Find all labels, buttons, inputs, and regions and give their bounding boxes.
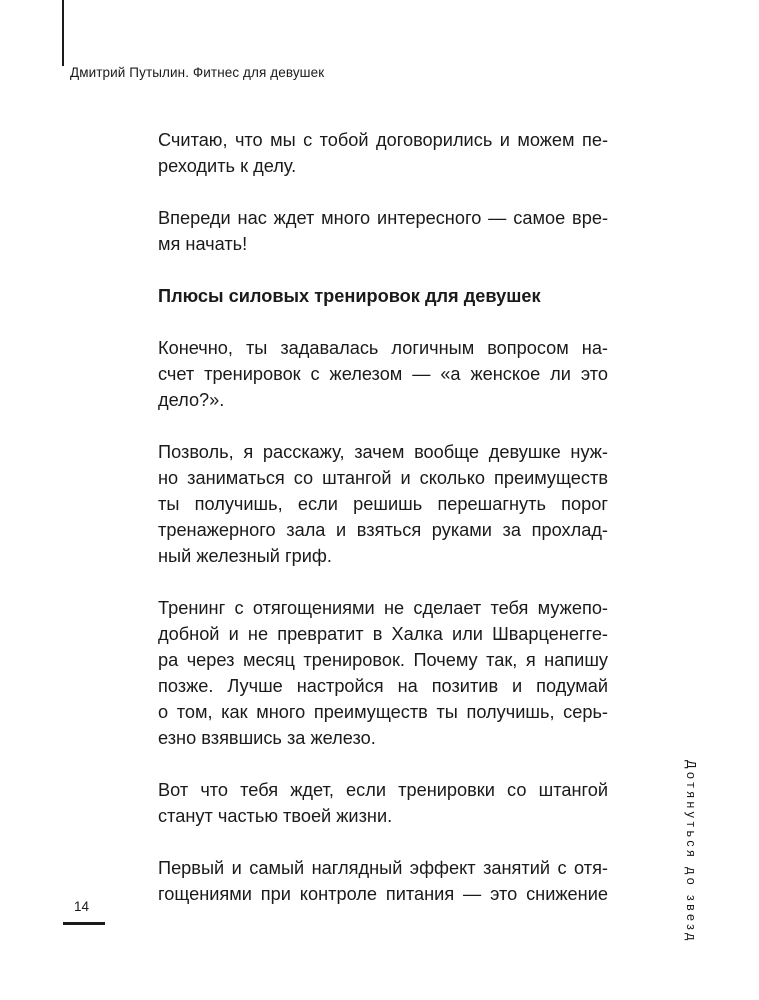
text-line: ты получишь, если решишь перешагнуть порог (158, 494, 608, 514)
paragraph-7 (158, 855, 608, 907)
text-line: Вот что тебя ждет, если тренировки со штангой (158, 780, 608, 800)
text-line: Конечно, ты задавалась логичным вопросом на- (158, 338, 608, 358)
top-vertical-rule (62, 0, 64, 66)
text-line: ра через месяц тренировок. Почему так, я напишу (158, 650, 608, 670)
text-line: счет тренировок с железом — «а женское ли это (158, 364, 608, 384)
text-line: дело?». (158, 390, 225, 410)
vertical-section-title: Дотянуться до звезд (684, 760, 698, 944)
text-line: станут частью твоей жизни. (158, 806, 393, 826)
paragraph-4 (158, 439, 608, 569)
text-line: тренажерного зала и взяться руками за прохлад- (158, 520, 608, 540)
text-line: добной и не превратит в Халка или Шварценегге- (158, 624, 608, 644)
paragraph-5 (158, 595, 608, 751)
text-line: но заниматься со штангой и сколько преимуществ (158, 468, 608, 488)
text-line: Считаю, что мы с тобой договорились и можем пе- (158, 130, 608, 150)
text-line: Тренинг с отягощениями не сделает тебя мужепо- (158, 598, 608, 618)
text-line: ный железный гриф. (158, 546, 332, 566)
text-line: позже. Лучше настройся на позитив и подумай (158, 676, 608, 696)
paragraph-3 (158, 335, 608, 413)
text-line: Впереди нас ждет много интересного — самое вре- (158, 208, 608, 228)
text-line: о том, как много преимуществ ты получишь, серь- (158, 702, 608, 722)
text-line: мя начать! (158, 234, 248, 254)
body-text (158, 127, 608, 907)
text-line: Позволь, я расскажу, зачем вообще девушке нуж- (158, 442, 608, 462)
paragraph-6 (158, 777, 608, 829)
page-number: 14 (74, 899, 90, 914)
text-line: гощениями при контроле питания — это снижение (158, 884, 608, 904)
text-line: езно взявшись за железо. (158, 728, 376, 748)
running-header: Дмитрий Путылин. Фитнес для девушек (70, 65, 325, 80)
paragraph-2 (158, 205, 608, 257)
section-heading: Плюсы силовых тренировок для девушек (158, 286, 541, 306)
page-number-rule (63, 922, 105, 925)
paragraph-1 (158, 127, 608, 179)
text-line: реходить к делу. (158, 156, 297, 176)
text-line: Первый и самый наглядный эффект занятий с отя- (158, 858, 608, 878)
